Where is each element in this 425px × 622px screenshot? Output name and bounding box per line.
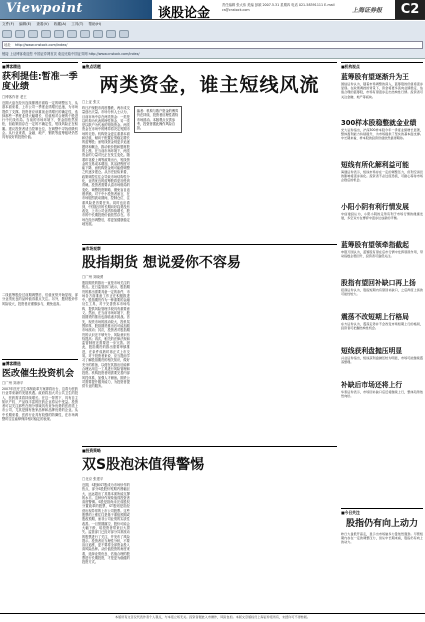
brief-item xyxy=(341,347,423,378)
brief-text: 光大证券指出，沪深300样本股今年一季度业绩增长显著，整体盈利能力持续提升，为市场提供了坚实的基本面支撑。中长期来看，样本股的投资价值依然值得期待。 xyxy=(341,128,423,141)
article-author-2: □广州 刘涛平 xyxy=(2,381,24,385)
links-bar[interactable]: 链接 上证博客欢迎您 中国证券网首页 欢迎光临中国证券网 http://www.cnstock.com/index/ xyxy=(2,52,140,56)
brief-item xyxy=(341,161,423,200)
refresh-button[interactable] xyxy=(41,30,51,38)
section-label: ■焦点话题 xyxy=(82,62,337,70)
brief-item xyxy=(341,73,423,116)
brief-headline: 短线获利盘抛压明显 xyxy=(341,347,403,355)
menu-favorites[interactable]: 收藏(A) xyxy=(53,22,67,26)
page-footer: 本版所有文章仅代表作者个人观点，与本报立场无关。投资者据此入市操作，风险自担。本版文章版权归上海证券报所有，未经许可不得转载。 xyxy=(0,613,425,622)
masthead-banner xyxy=(0,0,152,19)
page-number: C2 xyxy=(395,0,425,19)
stop-button[interactable] xyxy=(28,30,38,38)
brief-headline: 补缺后市场还将上行 xyxy=(341,381,403,389)
brief-text: 兴业证券指出，短线获利盘抛压较为明显，市场可能继续震荡整理。 xyxy=(341,356,423,365)
brief-text: 申银万国认为，蓝筹股有望在后市行情中发挥领涨作用，带动指数企稳回升，投资者可逢低关注。 xyxy=(341,250,423,259)
bottom-columns xyxy=(82,483,337,613)
right-bottom-body: 昨日大盘低开高走，显示出市场做多力量依然强劲。尽管短期内存在一定的调整压力，但从中长期来看，股指仍有向上的动力。 xyxy=(341,532,423,545)
middle-body: 股指期货的推出一直是市场关注的焦点。近日监管部门表示，股指期货的推出需要具备一定的条件，市场各方面准备工作正在积极推进中。股指期货作为一种重要的金融衍生工具，对于完善资本市场结构、提供风险管理手段具有重要意义。然而，在当前市场环境下，股指期货的推出也面临诸多挑战。首先，现货市场的波动较大，投机氛围浓厚，股指期货推出后可能加剧市场波动；其次，投资者对股指期货的认识还不够充分，风险意识有待提高；再次，相关的法律法规和监管制度还需要进一步完善。因此，股指期货的推出需要审慎推进，在条件成熟时再正式上市交易。对于投资者来说，应当提前学习了解股指期货的相关知识，做好充分的准备，以便在其推出后能够合理运用这一工具进行风险管理和投资。机构投资者则需要完善内部风控体系，加强人才储备。期货公司需要提升服务能力，为投资者提供专业的服务。 xyxy=(82,281,130,389)
newspaper-logo: 上海证券报 xyxy=(352,7,383,14)
forward-button[interactable] xyxy=(15,30,25,38)
menu-tools[interactable]: 工具(T) xyxy=(71,22,84,26)
section-label-2: ■博客精选 xyxy=(2,359,78,367)
browser-menubar xyxy=(2,22,101,27)
article-body-continued: 二线蓝筹股经过前期调整后，估值优势开始显现，部分业绩优良的品种值得重点关注。另外，题材股炒作风险较大，投资者应谨慎参与，避免追高。 xyxy=(2,293,78,306)
masthead xyxy=(0,0,425,20)
browser-window xyxy=(0,21,425,59)
lead-story xyxy=(82,62,337,240)
brief-text: 海通证券表示，短线市场存在一定的调整压力，但利空消息的影响将逐步消化。投资者不必过度恐慌，可耐心等待市场企稳后的机会。 xyxy=(341,170,423,183)
brief-text: 国信证券认为，随着市场调整的深入，蓝筹股的价值将逐步显现。在政策调控的背景下，资金将更多流向业绩稳定、估值合理的蓝筹股，市场有望逐步走出结构性行情。投资者可关注金融、地产等板块。 xyxy=(341,82,423,99)
section-label: ■机构视点 xyxy=(341,62,423,70)
back-button[interactable] xyxy=(2,30,12,38)
right-bottom-story xyxy=(341,508,423,610)
masthead-title-en: Viewpoint xyxy=(6,1,83,16)
brief-headline: 蓝筹股有望逐渐升为王 xyxy=(341,73,409,81)
brief-item xyxy=(341,279,423,310)
browser-toolbar xyxy=(2,29,423,39)
right-bottom-headline: 股指仍有向上动力 xyxy=(345,519,418,529)
brief-text: 中信建投认为，小阳小阴的走势有利于市场行情的健康发展，多空双方在博弈中逐步达成新的平衡。 xyxy=(341,212,423,221)
left-column xyxy=(2,62,78,610)
brief-text: 招商证券认为，股指短期内有望回补缺口，之后再度上扬的可能性较大。 xyxy=(341,288,423,297)
search-button[interactable] xyxy=(67,30,77,38)
middle-columns xyxy=(82,281,337,439)
section-label: ■博客精选 xyxy=(2,62,78,70)
brief-item xyxy=(341,381,423,412)
masthead-title: 谈股论金 xyxy=(158,6,211,21)
middle-author: □广州 刘晓勇 xyxy=(82,275,104,279)
history-button[interactable] xyxy=(93,30,103,38)
brief-item xyxy=(341,203,423,238)
address-label: 地址 xyxy=(4,43,11,47)
home-button[interactable] xyxy=(54,30,64,38)
middle-headline: 股指期货 想说爱你不容易 xyxy=(82,255,241,271)
middle-story xyxy=(82,244,337,442)
section-label: ■今日关注 xyxy=(341,510,360,515)
lead-columns xyxy=(82,106,337,241)
lead-body: 昨日沪深股市再度暴跌，两市成交量创出天量。市场分析人士认为，目前市场中存在两类资金：一类是以机构为代表的理性资金，另一类是以散户为代表的短线资金。两类资金在市场中的博弈将决定短期市场的走势。机构资金更注重基本面和估值，倾向于配置业绩稳定增长的蓝筹股；而短线资金则更多追逐题材和概念，推动低价股和题材股的上涨。在当前市场环境下，两类资金的力量对比正在发生变化。随着印花税上调等政策出台，短线资金的交易成本增加，其活跃程度可能下降，而机构资金则可能借调整之机逐步建仓。从历史经验来看，政策调控往往会导致市场结构性分化，业绩优良的蓝筹股将更加受到青睐。投资者需要认清市场格局的变化，调整投资策略，避免盲目追涨杀跌。对于中小投资者而言，在市场剧烈波动期间，控制仓位、注重风险是首要任务。同时也应看到，中国经济的长期向好趋势没有改变，上市公司业绩持续增长，股市的中长期投资价值依然存在。市场在经历调整后，将更加健康稳定地发展。 xyxy=(82,106,130,227)
right-column xyxy=(341,62,423,502)
brief-text: 华泰证券表示，市场回补缺口后还将继续上行，整体趋势依然向好。 xyxy=(341,390,423,399)
print-button[interactable] xyxy=(119,30,129,38)
menu-edit[interactable]: 编辑(E) xyxy=(19,22,32,26)
section-label: ■市场观察 xyxy=(82,246,101,251)
bottom-author: □北京 张建平 xyxy=(82,477,104,481)
article-body-2: 2007年医疗卫生体制改革方案即将出台，这将为医药行业带来新的发展机遇。政府将加大对公共卫生的投入，医药需求将持续增长。在这一背景下，具有自主知识产权、产品线丰富的医药企业将从中受益。投资者可以关注那些在细分领域具有竞争优势的医药类上市公司，尤其是拥有独家品种和品牌优势的企业。从中长期来看，医药行业具有较强的防御性，在市场调整时往往能够保持相对稳定的表现。 xyxy=(2,387,78,422)
bottom-story xyxy=(82,446,337,610)
address-url[interactable]: http://www.cnstock.com/index/ xyxy=(15,43,68,47)
article-author: □博客作者 老王 xyxy=(2,95,27,99)
menu-file[interactable]: 文件(F) xyxy=(2,22,15,26)
article-headline-2: 医改催生投资机会 xyxy=(2,369,75,379)
bottom-headline: 双S股泡沫值得警惕 xyxy=(82,457,205,473)
brief-text: 东方证券认为，震荡走势并不会改变市场短期上行的格局，投资者可把握结构性机会。 xyxy=(341,322,423,331)
article-body: 近期大盘在经历连续暴涨后面临一定的调整压力，从基本面来看，上市公司一季度业绩增长迅速，为市场提供了支撑。投资者应该重视业绩增长的确定性，选择那些一季度业绩大幅增长、估值相对合理的个股进行中长线布局。当前的市场环境下，资金面依然宽松，但政策面存在一定的不确定性，短线风险正在积累。建议投资者适当控制仓位，在调整中寻找低吸机会。从行业来看，金融、地产、钢铁等蓝筹板块仍然具有较好的投资价值。 xyxy=(2,101,78,140)
section-label: ■投资策略 xyxy=(82,448,101,453)
brief-headline: 300样本股稳整就金业绩 xyxy=(341,119,417,127)
menu-help[interactable]: 帮助(H) xyxy=(88,22,102,26)
masthead-meta: 责任编辑 张大伟 美编 彭颖 2007.5.31 星期四 电话 021-58391111 E-mail cs@cnstock.com xyxy=(222,3,335,12)
brief-headline: 小阳小阴有利行情发展 xyxy=(341,203,409,211)
lead-author: □上证 张文 xyxy=(82,100,100,104)
brief-item xyxy=(341,119,423,158)
menu-view[interactable]: 查看(V) xyxy=(36,22,49,26)
brief-headline: 震荡不改短期上行格局 xyxy=(341,313,409,321)
bottom-body: 近期，S股和ST股成为市场炒作的热点，部分S股股价短期内涨幅巨大，远远超出了其基本面所能支撑的水平。这种炒作现象值得投资者高度警惕。S股是指尚未完成股权分置改革的股票，ST股则是指经营出现异常的上市公司股票。这些股票的上涨往往是基于重组预期或股改预期，而非公司业绩的实质性改善。一旦预期落空，股价可能会大幅下跌，给投资者带来巨大损失。监管部门已经对部分异常波动的股票进行了关注，并发布了风险提示。投资者应当理性分析，不要盲目追涨，更不要将全部资金投入高风险品种。从价值投资的角度来看，选择业绩优良、估值合理的股票进行长期投资，才是更为稳健的投资方式。 xyxy=(82,483,130,565)
editor-note-box: 编者：机构与散户资金的博弈仍在持续，投资者应理性看待市场波动。本版观点仅供参考，投资者据此操作风险自担。 xyxy=(134,106,182,133)
brief-item xyxy=(341,313,423,344)
article-headline: 获利提佳:暂准一季度业绩 xyxy=(2,72,78,92)
brief-headline: 股指有望回补缺口再上扬 xyxy=(341,279,416,287)
favorites-button[interactable] xyxy=(80,30,90,38)
brief-item xyxy=(341,241,423,276)
brief-headline: 短线有所化解利益可能 xyxy=(341,161,409,169)
mail-button[interactable] xyxy=(106,30,116,38)
lead-headline: 两类资金，谁主短线风流 xyxy=(99,74,320,96)
brief-headline: 蓝筹股有望领牵指截起 xyxy=(341,241,409,249)
address-bar[interactable] xyxy=(2,41,423,49)
